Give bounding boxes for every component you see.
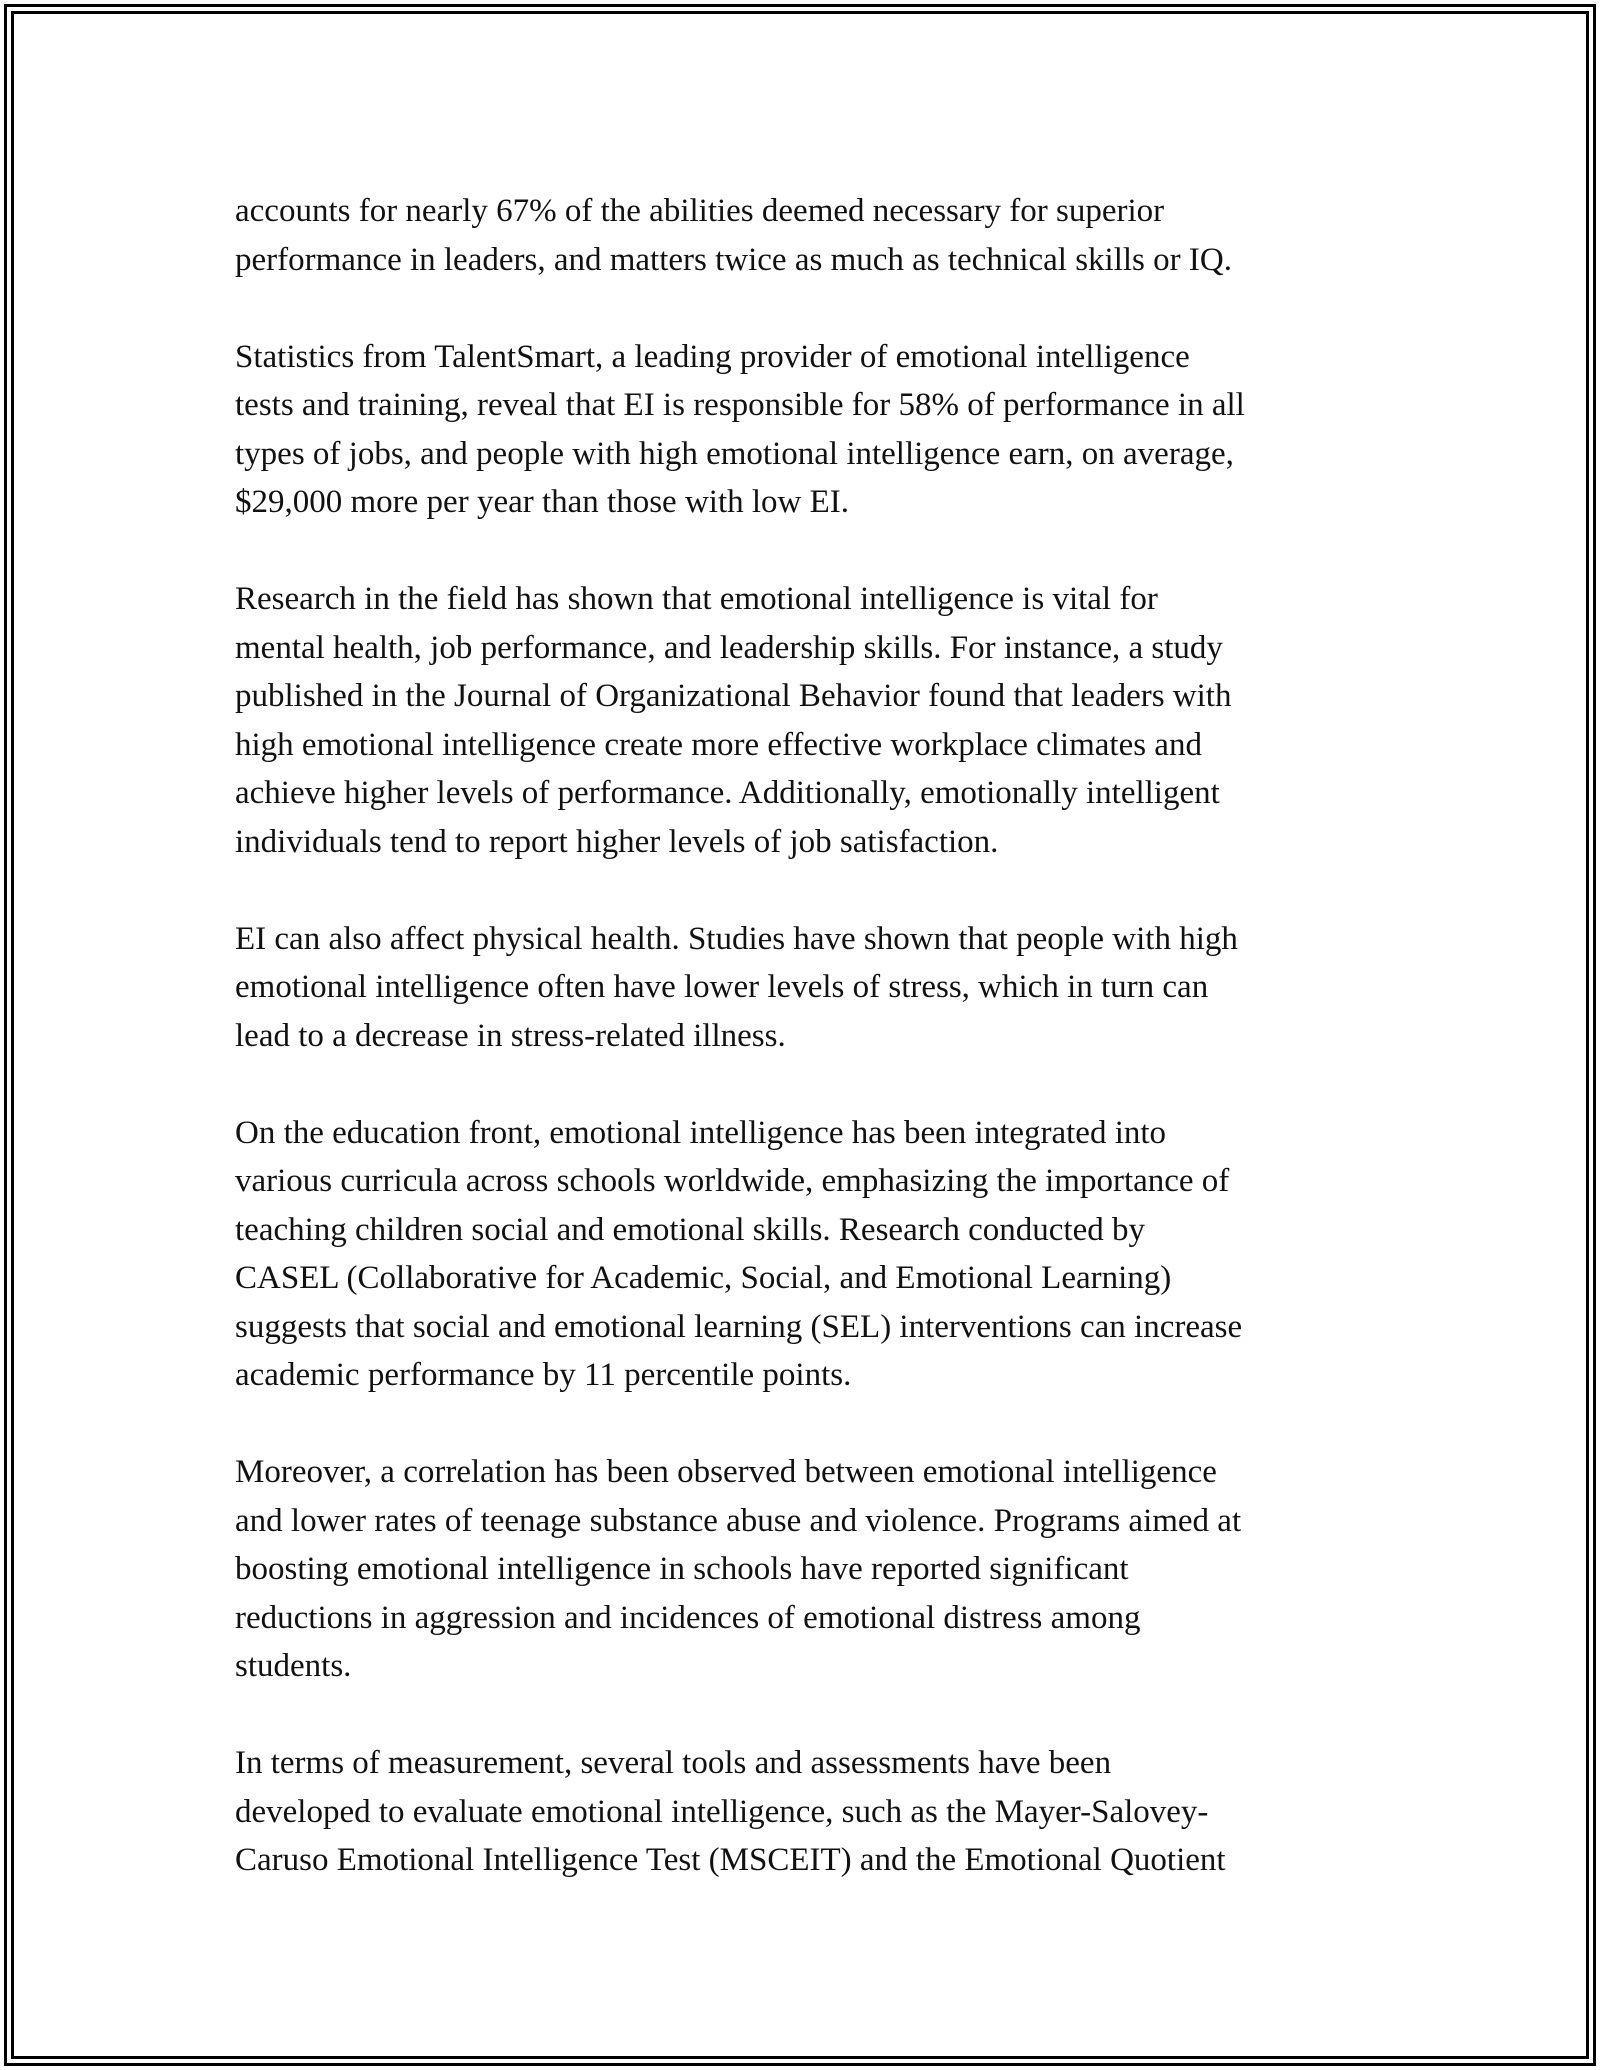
text-line: Research in the field has shown that emotional intelligence is vital for bbox=[235, 581, 1158, 617]
text-line: lead to a decrease in stress-related illness. bbox=[235, 1017, 786, 1054]
text-line: published in the Journal of Organizational Behavior found that leaders with bbox=[235, 678, 1232, 714]
paragraph-2 bbox=[235, 333, 1410, 527]
text-line: teaching children social and emotional skills. Research conducted by bbox=[235, 1211, 1145, 1248]
text-line: accounts for nearly 67% of the abilities deemed necessary for superior bbox=[235, 193, 1165, 229]
paragraph-1 bbox=[235, 187, 1410, 284]
text-line: students. bbox=[235, 1648, 352, 1684]
paragraph-6 bbox=[235, 1448, 1410, 1691]
document-body bbox=[235, 187, 1410, 1933]
text-line: On the education front, emotional intelligence has been integrated into bbox=[235, 1114, 1167, 1151]
text-line: types of jobs, and people with high emotional intelligence earn, on average, bbox=[235, 435, 1234, 472]
text-line: tests and training, reveal that EI is responsible for 58% of performance in all bbox=[235, 387, 1245, 423]
text-line: individuals tend to report higher levels of job satisfaction. bbox=[235, 823, 999, 860]
text-line: EI can also affect physical health. Studies have shown that people with high bbox=[235, 920, 1238, 957]
text-line: mental health, job performance, and leadership skills. For instance, a study bbox=[235, 629, 1223, 666]
text-line: academic performance by 11 percentile points. bbox=[235, 1357, 852, 1393]
paragraph-3 bbox=[235, 575, 1410, 866]
text-line: performance in leaders, and matters twice as much as technical skills or IQ. bbox=[235, 241, 1232, 278]
text-line: Statistics from TalentSmart, a leading provider of emotional intelligence bbox=[235, 338, 1190, 375]
text-line: Moreover, a correlation has been observed between emotional intelligence bbox=[235, 1454, 1217, 1490]
text-line: various curricula across schools worldwide, emphasizing the importance of bbox=[235, 1163, 1230, 1199]
paragraph-7 bbox=[235, 1739, 1410, 1885]
text-line: and lower rates of teenage substance abuse and violence. Programs aimed at bbox=[235, 1502, 1242, 1539]
text-line: boosting emotional intelligence in schools have reported significant bbox=[235, 1551, 1129, 1587]
text-line: Caruso Emotional Intelligence Test (MSCEIT) and the Emotional Quotient bbox=[235, 1842, 1226, 1878]
text-line: In terms of measurement, several tools and assessments have been bbox=[235, 1745, 1112, 1781]
text-line: suggests that social and emotional learning (SEL) interventions can increase bbox=[235, 1308, 1243, 1345]
text-line: $29,000 more per year than those with low EI. bbox=[235, 484, 850, 520]
text-line: achieve higher levels of performance. Additionally, emotionally intelligent bbox=[235, 775, 1220, 811]
text-line: developed to evaluate emotional intelligence, such as the Mayer-Salovey- bbox=[235, 1793, 1209, 1830]
text-line: high emotional intelligence create more effective workplace climates and bbox=[235, 726, 1202, 763]
paragraph-5 bbox=[235, 1109, 1410, 1400]
text-line: CASEL (Collaborative for Academic, Social, and Emotional Learning) bbox=[235, 1260, 1172, 1296]
text-line: emotional intelligence often have lower levels of stress, which in turn can bbox=[235, 969, 1209, 1005]
text-line: reductions in aggression and incidences of emotional distress among bbox=[235, 1599, 1141, 1636]
paragraph-4 bbox=[235, 915, 1410, 1061]
